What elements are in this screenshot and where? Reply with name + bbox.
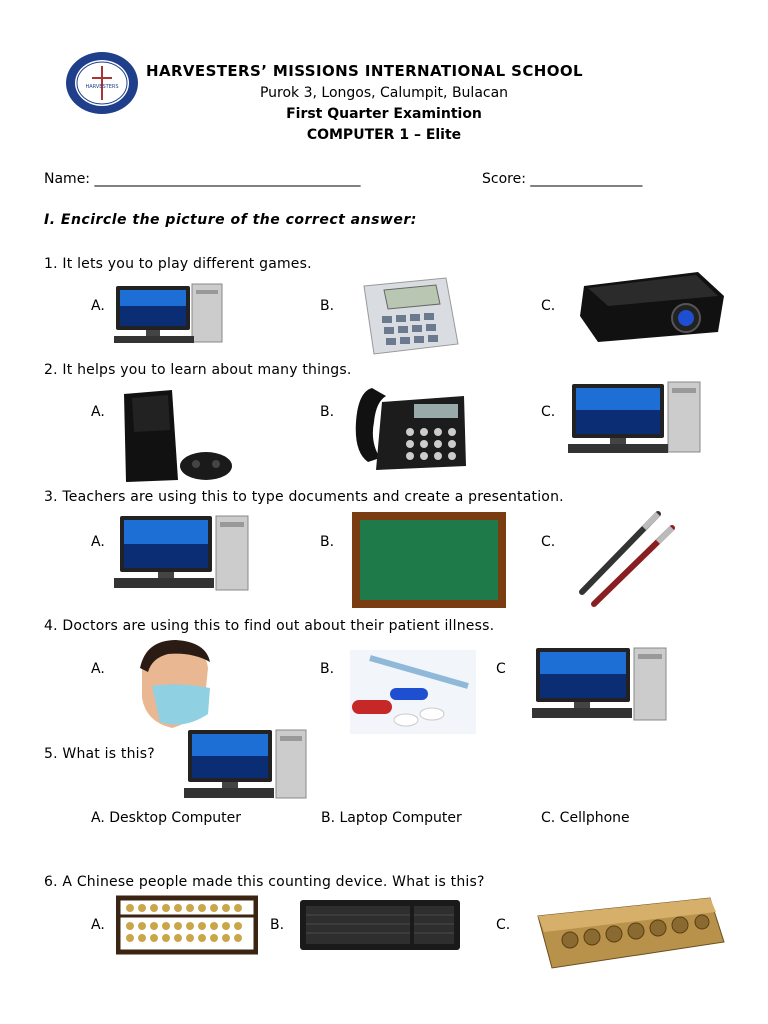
q6-option-b-label: B. <box>270 917 285 933</box>
question-4: 4. Doctors are using this to find out about their patient illness. <box>44 618 495 634</box>
q5-answer-c[interactable]: C. Cellphone <box>541 810 630 826</box>
question-2: 2. It helps you to learn about many things. <box>44 362 352 378</box>
q2-game-console-image[interactable] <box>120 390 234 484</box>
q3-option-a-label: A. <box>91 534 105 550</box>
q3-option-c-label: C. <box>541 534 556 550</box>
q2-option-a-label: A. <box>91 404 105 420</box>
q1-option-c-label: C. <box>541 298 556 314</box>
q5-answer-a[interactable]: A. Desktop Computer <box>91 810 242 826</box>
exam-title: First Quarter Examintion <box>286 106 482 122</box>
q6-option-c-label: C. <box>496 917 511 933</box>
q2-telephone-image[interactable] <box>352 382 468 474</box>
q2-option-b-label: B. <box>320 404 335 420</box>
q4-doctor-mask-image[interactable] <box>132 638 214 732</box>
school-name: HARVESTERS’ MISSIONS INTERNATIONAL SCHOOL <box>146 62 583 80</box>
q6-abacus-image[interactable] <box>116 894 258 956</box>
q2-desktop-computer-image[interactable] <box>566 380 702 458</box>
q1-option-b-label: B. <box>320 298 335 314</box>
question-1: 1. It lets you to play different games. <box>44 256 312 272</box>
q1-projector-image[interactable] <box>578 266 726 344</box>
subject-title: COMPUTER 1 – Elite <box>306 127 462 143</box>
q4-desktop-computer-image[interactable] <box>530 646 668 724</box>
q6-option-a-label: A. <box>91 917 105 933</box>
q3-option-b-label: B. <box>320 534 335 550</box>
q4-medicine-syringe-image[interactable] <box>350 650 476 734</box>
question-6: 6. A Chinese people made this counting device. What is this? <box>44 874 485 890</box>
q1-desktop-computer-image[interactable] <box>112 282 224 346</box>
score-field[interactable]: Score: ________________ <box>482 171 643 187</box>
q6-keyboard-image[interactable] <box>298 898 462 952</box>
q4-option-a-label: A. <box>91 661 105 677</box>
q2-option-c-label: C. <box>541 404 556 420</box>
q5-desktop-computer-image <box>182 728 308 802</box>
question-3: 3. Teachers are using this to type documents and create a presentation. <box>44 489 564 505</box>
question-5: 5. What is this? <box>44 746 155 762</box>
q1-option-a-label: A. <box>91 298 105 314</box>
q6-pascaline-image[interactable] <box>530 892 726 972</box>
q1-calculator-image[interactable] <box>358 276 462 356</box>
q3-desktop-computer-image[interactable] <box>112 514 250 594</box>
section-title: I. Encircle the picture of the correct answer: <box>44 212 417 228</box>
q5-answer-b[interactable]: B. Laptop Computer <box>321 810 462 826</box>
logo-text: HARVESTERS <box>85 84 119 90</box>
q3-chalkboard-image[interactable] <box>352 512 506 608</box>
q3-pens-image[interactable] <box>572 510 676 608</box>
school-address: Purok 3, Longos, Calumpit, Bulacan <box>259 85 509 101</box>
q4-option-b-label: B. <box>320 661 335 677</box>
name-field[interactable]: Name: ______________________________________ <box>44 171 361 187</box>
q4-option-c-label: C <box>496 661 506 677</box>
